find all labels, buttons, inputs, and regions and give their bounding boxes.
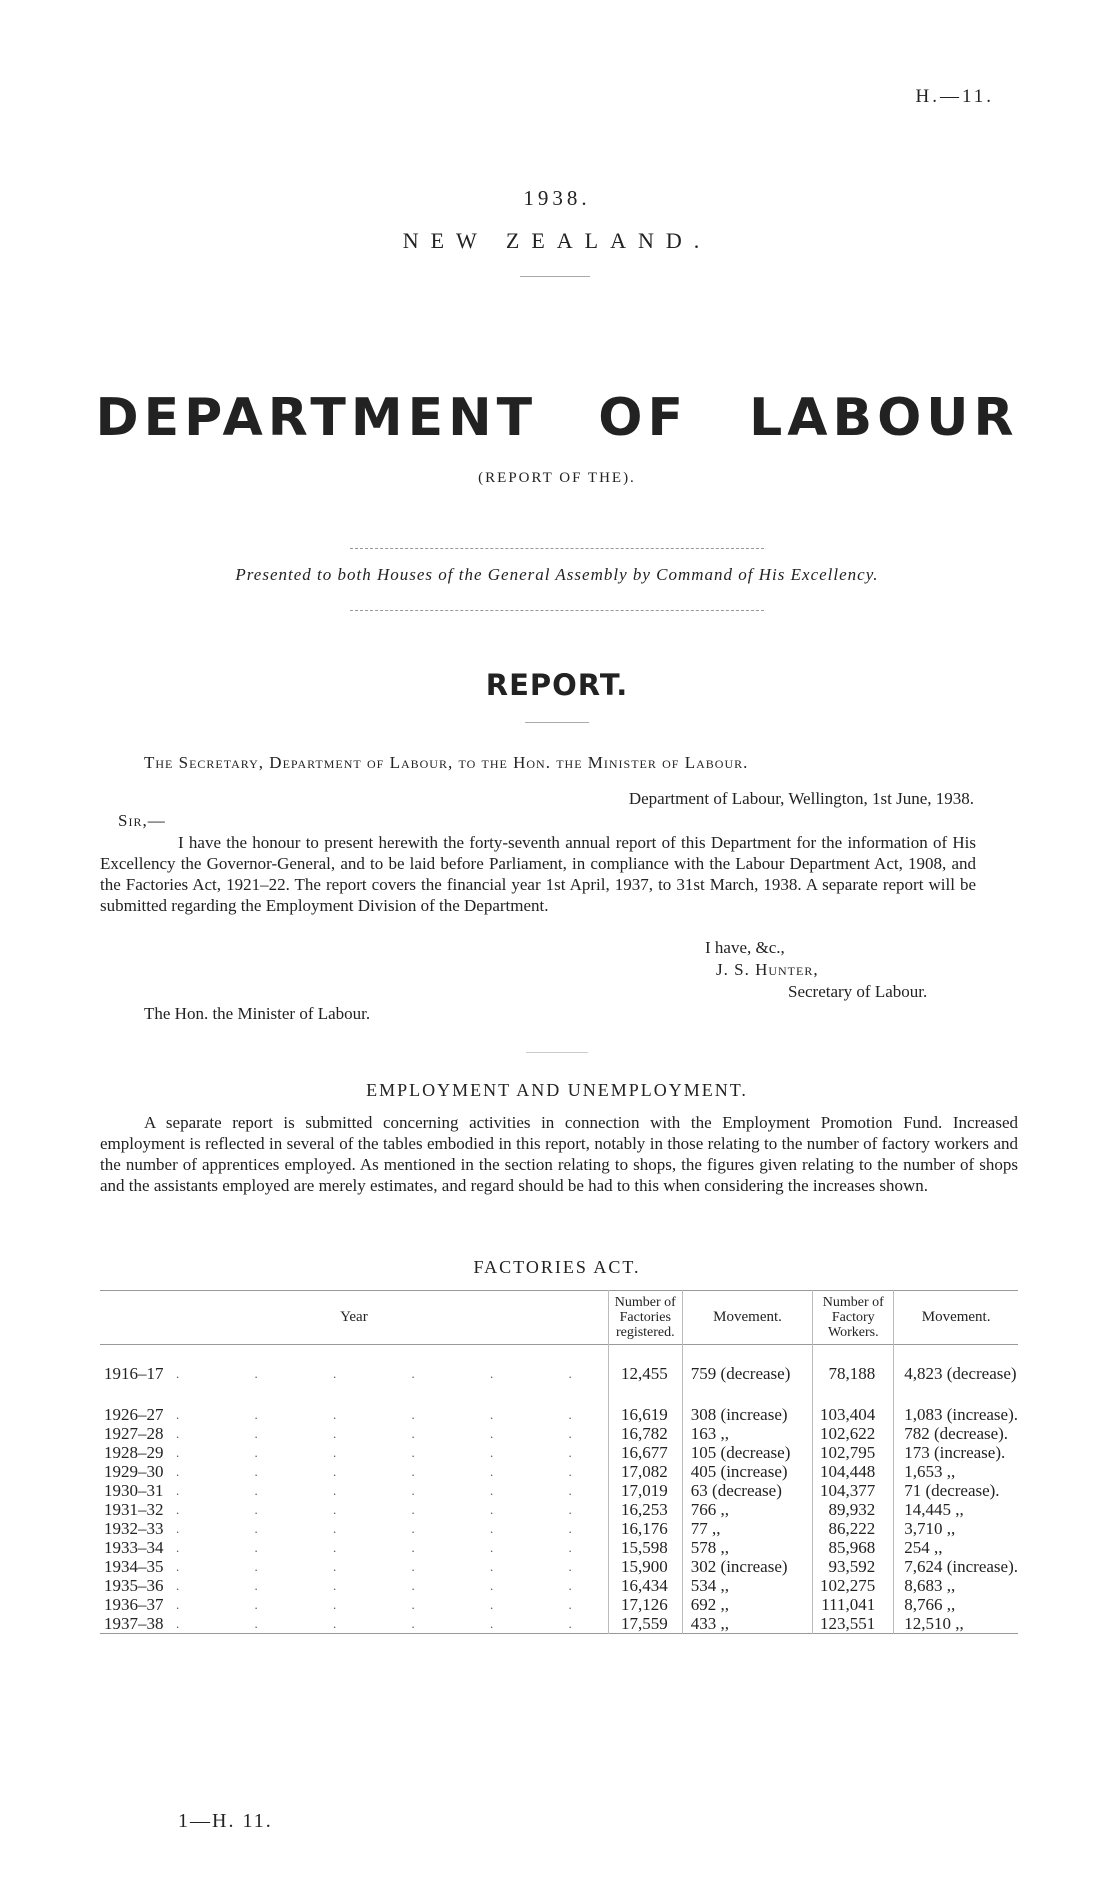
cell-workers: 86,222 xyxy=(813,1519,894,1538)
report-body: I have the honour to present herewith the forty-seventh annual report of this Department for the information of His Excellency the Governor-General, and to be laid before Parliament, in compliance with the Labour Department Act, 1908, and the Factories Act, 1921–22. The report covers the financial year 1st April, 1937, to 31st March, 1938. A separate report will be submitted regarding the Employment Division of the Department. xyxy=(100,833,976,915)
table-row xyxy=(100,1443,1018,1462)
cell-workers: 85,968 xyxy=(813,1538,894,1557)
cell-movement2: 3,710 ,, xyxy=(904,1519,956,1538)
cell-movement2: 7,624 (increase). xyxy=(904,1557,1018,1576)
cell-factories: 15,900 xyxy=(608,1557,682,1576)
cell-movement: 766 ,, xyxy=(690,1500,730,1519)
factories-table-wrap xyxy=(100,1290,1018,1638)
cell-movement: 534 ,, xyxy=(690,1576,730,1595)
table-row xyxy=(100,1614,1018,1634)
cell-movement2: 1,083 (increase). xyxy=(904,1405,1018,1424)
addressee: The Hon. the Minister of Labour. xyxy=(144,1004,371,1023)
cell-movement: 163 ,, xyxy=(690,1424,730,1443)
cell-factories: 17,019 xyxy=(608,1481,682,1500)
closing: I have, &c., xyxy=(705,938,785,957)
cell-workers: 102,275 xyxy=(813,1576,894,1595)
cell-leader-dots: . . . . . . xyxy=(176,1616,608,1631)
cell-leader-dots: . . . . . . xyxy=(176,1578,608,1593)
cell-movement: 63 (decrease) xyxy=(690,1481,782,1500)
cell-leader-dots: . . . . . . xyxy=(176,1407,608,1422)
factories-heading: FACTORIES ACT. xyxy=(473,1257,641,1277)
cell-leader-dots: . . . . . . xyxy=(176,1559,608,1574)
cell-movement2: 1,653 ,, xyxy=(904,1462,956,1481)
table-row xyxy=(100,1557,1018,1576)
cell-movement: 302 (increase) xyxy=(690,1557,788,1576)
cell-leader-dots: . . . . . . xyxy=(176,1521,608,1536)
cell-movement2: 71 (decrease). xyxy=(904,1481,1000,1500)
country-heading: NEW ZEALAND. xyxy=(402,228,712,253)
salutation: Sir,— xyxy=(118,811,166,830)
cell-leader-dots: . . . . . . xyxy=(176,1502,608,1517)
table-row xyxy=(100,1405,1018,1424)
cell-leader-dots: . . . . . . xyxy=(176,1464,608,1479)
table-row xyxy=(100,1576,1018,1595)
cell-leader-dots: . . . . . . xyxy=(176,1540,608,1555)
cell-factories: 16,434 xyxy=(608,1576,682,1595)
page-title: DEPARTMENT OF LABOUR xyxy=(95,388,1019,448)
cell-factories: 16,782 xyxy=(608,1424,682,1443)
cell-workers: 89,932 xyxy=(813,1500,894,1519)
cell-factories: 15,598 xyxy=(608,1538,682,1557)
cell-movement2: 4,823 (decrease) xyxy=(904,1364,1017,1383)
divider xyxy=(526,1052,588,1053)
report-year: 1938. xyxy=(523,186,591,210)
employment-heading: EMPLOYMENT AND UNEMPLOYMENT. xyxy=(366,1080,748,1100)
cell-movement2: 254 ,, xyxy=(904,1538,943,1557)
cell-year: 1929–30 xyxy=(104,1462,164,1481)
cell-factories: 16,253 xyxy=(608,1500,682,1519)
cell-factories: 17,559 xyxy=(608,1614,682,1634)
factories-table xyxy=(100,1290,1018,1638)
cell-year: 1916–17 xyxy=(104,1364,164,1383)
col-year-header: Year xyxy=(340,1309,368,1325)
cell-leader-dots: . . . . . . xyxy=(176,1483,608,1498)
cell-movement: 405 (increase) xyxy=(690,1462,788,1481)
cell-workers: 111,041 xyxy=(813,1595,894,1614)
cell-year: 1937–38 xyxy=(104,1614,164,1633)
cell-movement: 759 (decrease) xyxy=(690,1364,791,1383)
cell-workers: 102,622 xyxy=(813,1424,894,1443)
cell-workers: 93,592 xyxy=(813,1557,894,1576)
cell-movement: 105 (decrease) xyxy=(690,1443,791,1462)
cell-factories: 16,619 xyxy=(608,1405,682,1424)
table-row xyxy=(100,1595,1018,1614)
cell-year: 1934–35 xyxy=(104,1557,164,1576)
table-row xyxy=(100,1500,1018,1519)
signatory-title: Secretary of Labour. xyxy=(788,982,928,1001)
cell-movement: 77 ,, xyxy=(690,1519,721,1538)
col-movement2-header: Movement. xyxy=(921,1309,991,1325)
cell-year: 1928–29 xyxy=(104,1443,164,1462)
report-heading: REPORT. xyxy=(485,668,629,702)
cell-leader-dots: . . . . . . xyxy=(176,1597,608,1612)
cell-leader-dots: . . . . . . xyxy=(176,1426,608,1441)
cell-workers: 123,551 xyxy=(813,1614,894,1634)
signature-mark: 1—H. 11. xyxy=(178,1810,273,1832)
cell-factories: 17,082 xyxy=(608,1462,682,1481)
divider xyxy=(525,722,589,723)
cell-movement2: 173 (increase). xyxy=(904,1443,1006,1462)
cell-leader-dots: . . . . . . xyxy=(176,1445,608,1460)
cell-year: 1935–36 xyxy=(104,1576,164,1595)
divider xyxy=(350,610,764,611)
cell-factories: 16,677 xyxy=(608,1443,682,1462)
cell-leader-dots: . . . . . . xyxy=(176,1366,608,1381)
cell-factories: 17,126 xyxy=(608,1595,682,1614)
signature: J. S. Hunter, xyxy=(716,960,819,979)
presented-line: Presented to both Houses of the General Assembly by Command of His Excellency. xyxy=(235,565,879,584)
cell-workers: 103,404 xyxy=(813,1405,894,1424)
cell-movement2: 14,445 ,, xyxy=(904,1500,964,1519)
cell-movement: 578 ,, xyxy=(690,1538,730,1557)
table-row xyxy=(100,1519,1018,1538)
cell-movement: 692 ,, xyxy=(690,1595,730,1614)
page-reference: H.—11. xyxy=(915,86,994,107)
table-row xyxy=(100,1462,1018,1481)
cell-year: 1927–28 xyxy=(104,1424,164,1443)
table-header-row xyxy=(100,1291,1018,1345)
report-from-to: The Secretary, Department of Labour, to the Hon. the Minister of Labour. xyxy=(144,753,749,772)
cell-workers: 102,795 xyxy=(813,1443,894,1462)
cell-movement: 308 (increase) xyxy=(690,1405,788,1424)
cell-movement2: 8,766 ,, xyxy=(904,1595,956,1614)
cell-factories: 16,176 xyxy=(608,1519,682,1538)
cell-workers: 104,377 xyxy=(813,1481,894,1500)
divider xyxy=(520,276,590,277)
cell-movement2: 8,683 ,, xyxy=(904,1576,956,1595)
table-row xyxy=(100,1481,1018,1500)
divider xyxy=(350,548,764,549)
employment-body: A separate report is submitted concerning activities in connection with the Employment Promotion Fund. Increased employment is reflected in several of the tables embodied in this report, notably in those relating to the number of factory workers and the number of apprentices employed. As mentioned in the section relating to shops, the figures given relating to the number of shops and the assistants employed are merely estimates, and regard should be had to this when considering the increases shown. xyxy=(100,1113,1018,1195)
table-row xyxy=(100,1538,1018,1557)
cell-year: 1936–37 xyxy=(104,1595,164,1614)
cell-year: 1932–33 xyxy=(104,1519,164,1538)
table-row xyxy=(100,1364,1018,1383)
cell-year: 1930–31 xyxy=(104,1481,164,1500)
cell-workers: 78,188 xyxy=(813,1364,894,1383)
dateline: Department of Labour, Wellington, 1st June, 1938. xyxy=(628,789,974,808)
cell-year: 1933–34 xyxy=(104,1538,164,1557)
cell-year: 1931–32 xyxy=(104,1500,164,1519)
cell-year: 1926–27 xyxy=(104,1405,164,1424)
cell-movement: 433 ,, xyxy=(690,1614,730,1633)
cell-movement2: 12,510 ,, xyxy=(904,1614,964,1633)
cell-movement2: 782 (decrease). xyxy=(904,1424,1009,1443)
cell-workers: 104,448 xyxy=(813,1462,894,1481)
table-row xyxy=(100,1424,1018,1443)
page-subtitle: (REPORT OF THE). xyxy=(478,470,636,486)
cell-factories: 12,455 xyxy=(608,1364,682,1383)
col-workers-header: Number of Factory Workers. xyxy=(813,1291,894,1345)
col-registered-header: Number of Factories registered. xyxy=(608,1291,682,1345)
col-movement-header: Movement. xyxy=(713,1309,782,1325)
